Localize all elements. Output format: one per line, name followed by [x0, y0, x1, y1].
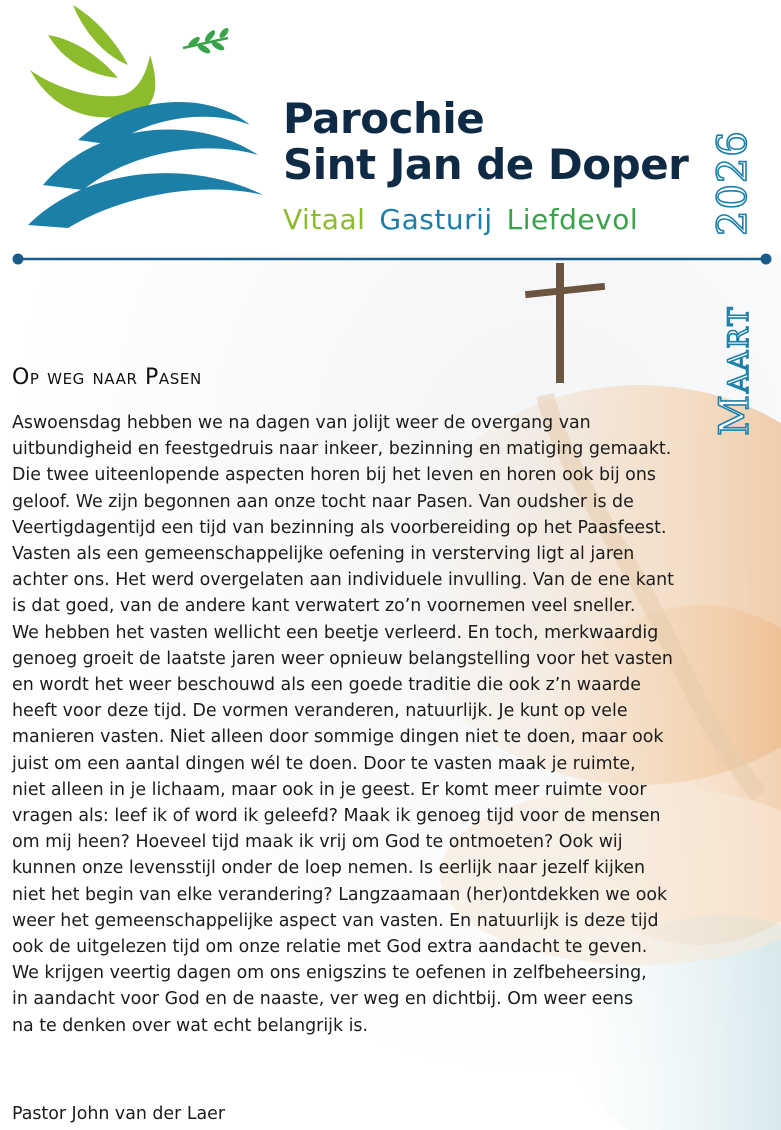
article-line: vragen als: leef ik of word ik geleefd? Maak ik genoeg tijd voor de mensen [12, 806, 661, 827]
header-divider [12, 252, 772, 266]
article-line: achter ons. Het werd overgelaten aan individuele invulling. Van de ene kant [12, 570, 674, 591]
article-line: heeft voor deze tijd. De vormen veranderen, natuurlijk. Je kunt op vele [12, 701, 628, 722]
article-line: geloof. We zijn begonnen aan onze tocht naar Pasen. Van oudsher is de [12, 491, 634, 512]
article-heading: Op weg naar Pasen [12, 365, 202, 390]
tagline-liefdevol: Liefdevol [506, 203, 639, 236]
article-line: manieren vasten. Niet alleen door sommige dingen niet te doen, maar ook [12, 727, 664, 748]
article-line: om mij heen? Hoeveel tijd maak ik vrij om God te ontmoeten? Ook wij [12, 832, 623, 853]
article-line: uitbundigheid en feestgedruis naar inkeer, bezinning en matiging gemaakt. [12, 439, 672, 460]
article-line: weer het gemeenschappelijke aspect van vasten. En natuurlijk is deze tijd [12, 910, 659, 931]
issue-month-text: Maart [712, 305, 758, 436]
issue-year [690, 108, 770, 238]
article-line: Die twee uiteenlopende aspecten horen bij het leven en horen ook bij ons [12, 465, 656, 486]
title-line-2: Sint Jan de Doper [283, 140, 689, 189]
article-line: Vasten als een gemeenschappelijke oefening in versterving ligt al jaren [12, 544, 635, 565]
article-line: Aswoensdag hebben we na dagen van jolijt weer de overgang van [12, 413, 591, 433]
article-line: ook de uitgelezen tijd om onze relatie met God extra aandacht te geven. [12, 937, 648, 958]
article-line: is dat goed, van de andere kant verwatert zo’n voornemen veel sneller. [12, 596, 636, 617]
dove-icon [30, 5, 155, 117]
tagline-vitaal: Vitaal [283, 203, 366, 236]
article-line: en wordt het weer beschouwd als een goede traditie die ook z’n waarde [12, 675, 641, 696]
article-line: na te denken over wat echt belangrijk is. [12, 1015, 368, 1036]
title-line-1: Parochie [283, 94, 485, 143]
article-line: juist om een aantal dingen wél te doen. Door te vasten maak je ruimte, [12, 753, 636, 774]
article-line: genoeg groeit de laatste jaren weer opnieuw belangstelling voor het vasten [12, 648, 673, 669]
waves-icon [28, 102, 263, 228]
article-line: niet alleen in je lichaam, maar ook in je geest. Er komt meer ruimte voor [12, 779, 647, 800]
article-body [12, 410, 778, 1039]
article-line: We hebben het vasten wellicht een beetje verleerd. En toch, merkwaardig [12, 622, 659, 643]
article-line: kunnen onze levensstijl onder de loep nemen. Is eerlijk naar jezelf kijken [12, 858, 646, 879]
issue-year-text: 2026 [710, 130, 756, 236]
olive-branch-icon [183, 26, 230, 55]
tagline [283, 204, 638, 236]
article-line: in aandacht voor God en de naaste, ver weg en dichtbij. Om weer eens [12, 989, 634, 1010]
parish-title [283, 96, 688, 188]
article-line: We krijgen veertig dagen om ons enigszins te oefenen in zelfbeheersing, [12, 963, 647, 984]
parish-logo [18, 0, 280, 240]
article-line: Veertigdagentijd een tijd van bezinning als voorbereiding op het Paasfeest. [12, 517, 667, 538]
tagline-gasturij: Gasturij [379, 203, 493, 236]
article-line: niet het begin van elke verandering? Langzaamaan (her)ontdekken we ook [12, 884, 668, 905]
article-author: Pastor John van der Laer [12, 1104, 226, 1124]
